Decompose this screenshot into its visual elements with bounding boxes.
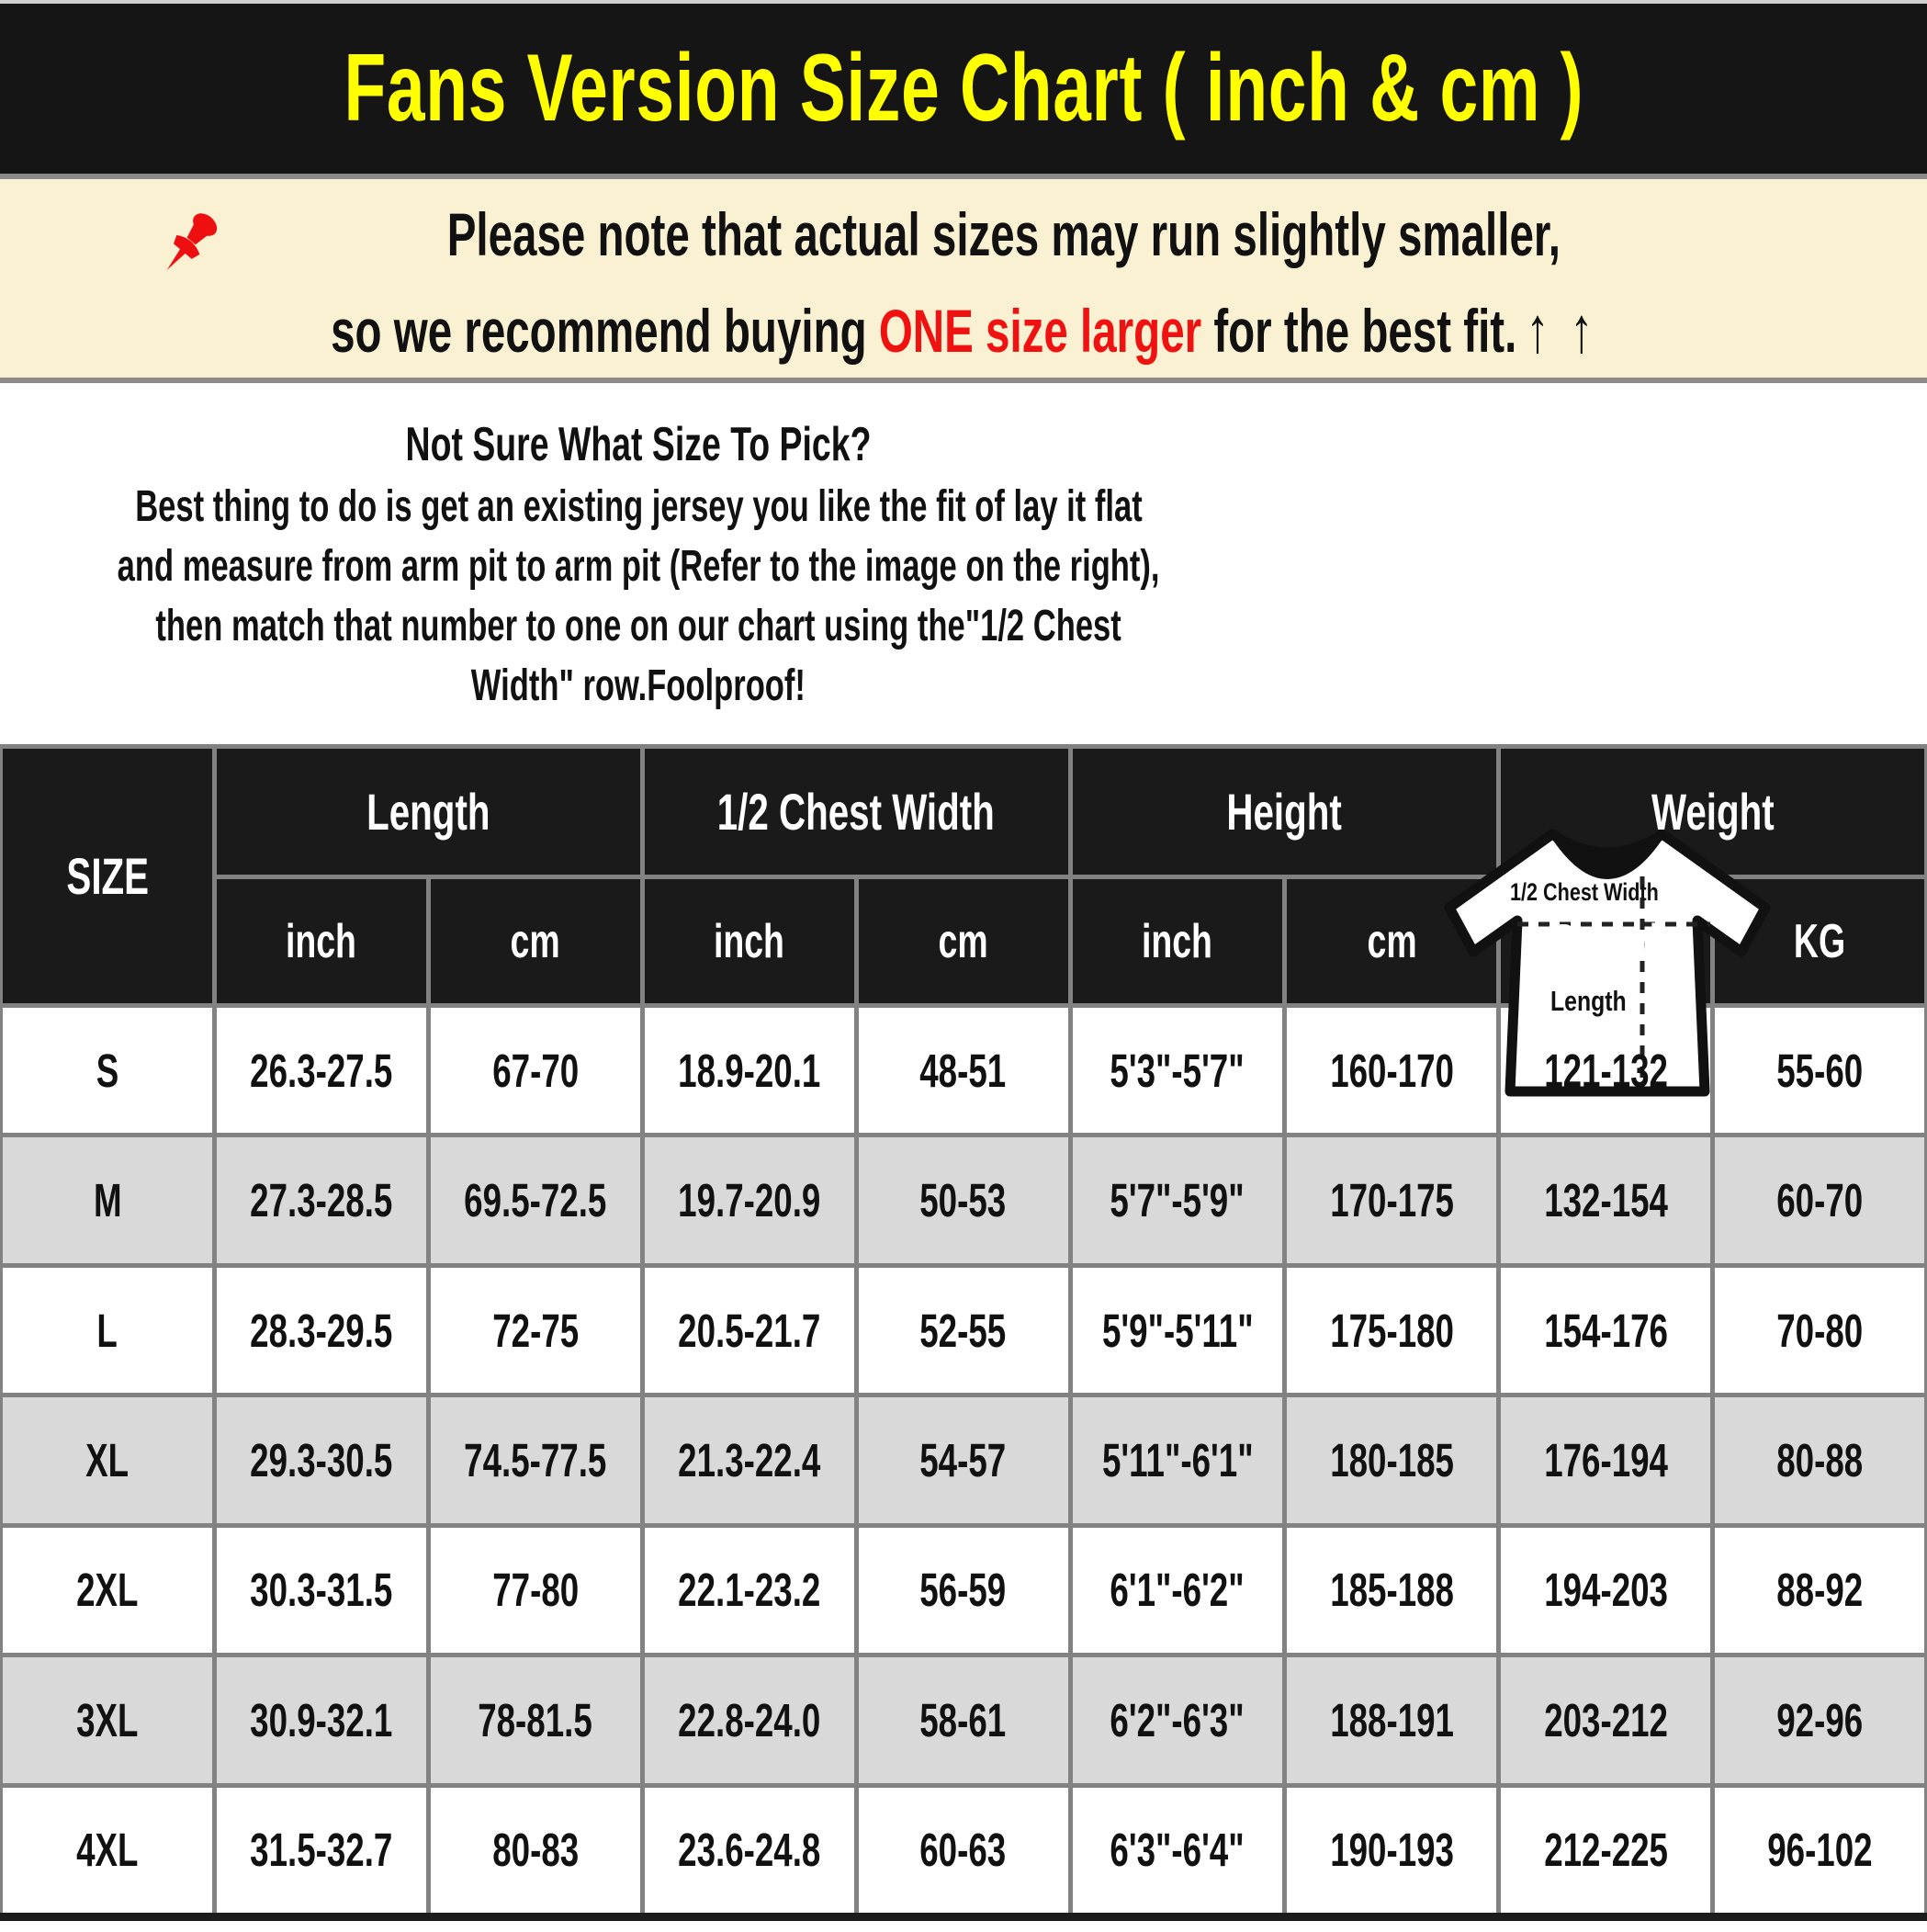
value-cell: 60-70 <box>1715 1137 1924 1262</box>
guide-line-2: and measure from arm pit to arm pit (Refer to the image on the right), <box>117 541 1160 591</box>
unit-header-cell: KG <box>1715 879 1924 1003</box>
guide-line-1: Best thing to do is get an existing jersey you like the fit of lay it flat <box>134 481 1143 531</box>
value-cell: 121-132 <box>1501 1008 1710 1133</box>
value-cell: 80-83 <box>431 1788 640 1913</box>
value-cell: 80-88 <box>1715 1397 1924 1522</box>
value-cell: 5'3"-5'7" <box>1073 1008 1283 1133</box>
unit-header-cell: cm <box>1287 879 1496 1003</box>
value-cell: 27.3-28.5 <box>217 1137 426 1262</box>
value-cell: 26.3-27.5 <box>217 1008 426 1133</box>
value-cell: 67-70 <box>431 1008 640 1133</box>
guide-text <box>0 383 1277 744</box>
value-cell: 185-188 <box>1287 1528 1496 1653</box>
value-cell: 22.1-23.2 <box>645 1528 854 1653</box>
unit-header-cell: inch <box>217 879 426 1003</box>
value-cell: 50-53 <box>859 1137 1068 1262</box>
value-cell: 56-59 <box>859 1528 1068 1653</box>
title-bar <box>0 0 1927 179</box>
value-cell: 5'7"-5'9" <box>1073 1137 1283 1262</box>
notice-text-1: Please note that actual sizes may run slightly smaller, <box>446 200 1561 268</box>
value-cell: 132-154 <box>1501 1137 1710 1262</box>
notice-banner <box>0 179 1927 383</box>
value-cell: 52-55 <box>859 1268 1068 1393</box>
value-cell: 194-203 <box>1501 1528 1710 1653</box>
group-header-height: Height <box>1073 749 1497 875</box>
notice-text-2a: so we recommend buying <box>330 297 879 365</box>
value-cell: 188-191 <box>1287 1657 1496 1782</box>
size-cell: 2XL <box>3 1528 212 1653</box>
value-cell: 23.6-24.8 <box>645 1788 854 1913</box>
value-cell: 88-92 <box>1715 1528 1924 1653</box>
size-cell: M <box>3 1137 212 1262</box>
value-cell: 69.5-72.5 <box>431 1137 640 1262</box>
value-cell: 31.5-32.7 <box>217 1788 426 1913</box>
value-cell: 160-170 <box>1287 1008 1496 1133</box>
value-cell: 176-194 <box>1501 1397 1710 1522</box>
up-arrows: ↑ ↑ <box>1525 294 1597 366</box>
value-cell: 78-81.5 <box>431 1657 640 1782</box>
notice-highlight: ONE size larger <box>878 297 1201 365</box>
group-header-chest-width: 1/2 Chest Width <box>645 749 1068 875</box>
value-cell: 6'2"-6'3" <box>1073 1657 1283 1782</box>
value-cell: 54-57 <box>859 1397 1068 1522</box>
value-cell: 20.5-21.7 <box>645 1268 854 1393</box>
size-cell: L <box>3 1268 212 1393</box>
notice-line-1 <box>150 195 1777 274</box>
guide-line-4: Width" row.Foolproof! <box>470 661 806 710</box>
value-cell: 21.3-22.4 <box>645 1397 854 1522</box>
unit-header-cell: cm <box>431 879 640 1003</box>
unit-header-cell: inch <box>645 879 854 1003</box>
size-cell: 4XL <box>3 1788 212 1913</box>
value-cell: 5'11"-6'1" <box>1073 1397 1283 1522</box>
unit-header-cell: Pound <box>1501 879 1710 1003</box>
value-cell: 190-193 <box>1287 1788 1496 1913</box>
value-cell: 203-212 <box>1501 1657 1710 1782</box>
value-cell: 29.3-30.5 <box>217 1397 426 1522</box>
guide-line-3: then match that number to one on our chart using the"1/2 Chest <box>155 601 1121 650</box>
length-label: Length <box>1550 985 1627 1017</box>
value-cell: 22.8-24.0 <box>645 1657 854 1782</box>
value-cell: 77-80 <box>431 1528 640 1653</box>
value-cell: 18.9-20.1 <box>645 1008 854 1133</box>
value-cell: 55-60 <box>1715 1008 1924 1133</box>
size-header-cell: SIZE <box>3 749 212 1003</box>
value-cell: 6'1"-6'2" <box>1073 1528 1283 1653</box>
value-cell: 19.7-20.9 <box>645 1137 854 1262</box>
value-cell: 70-80 <box>1715 1268 1924 1393</box>
value-cell: 5'9"-5'11" <box>1073 1268 1283 1393</box>
value-cell: 175-180 <box>1287 1268 1496 1393</box>
value-cell: 6'3"-6'4" <box>1073 1788 1283 1913</box>
pushpin-icon <box>150 204 229 283</box>
value-cell: 30.9-32.1 <box>217 1657 426 1782</box>
group-header-length: Length <box>217 749 640 875</box>
size-cell: S <box>3 1008 212 1133</box>
value-cell: 96-102 <box>1715 1788 1924 1913</box>
value-cell: 212-225 <box>1501 1788 1710 1913</box>
unit-header-cell: cm <box>859 879 1068 1003</box>
value-cell: 92-96 <box>1715 1657 1924 1782</box>
value-cell: 74.5-77.5 <box>431 1397 640 1522</box>
size-cell: XL <box>3 1397 212 1522</box>
page-title: Fans Version Size Chart ( inch & cm ) <box>344 35 1583 141</box>
value-cell: 58-61 <box>859 1657 1068 1782</box>
value-cell: 28.3-29.5 <box>217 1268 426 1393</box>
value-cell: 72-75 <box>431 1268 640 1393</box>
chest-width-label: 1/2 Chest Width <box>1510 878 1659 906</box>
value-cell: 48-51 <box>859 1008 1068 1133</box>
size-cell: 3XL <box>3 1657 212 1782</box>
group-header-weight: Weight <box>1501 749 1924 875</box>
unit-header-cell: inch <box>1073 879 1283 1003</box>
value-cell: 30.3-31.5 <box>217 1528 426 1653</box>
guide-heading: Not Sure What Size To Pick? <box>405 417 872 471</box>
value-cell: 180-185 <box>1287 1397 1496 1522</box>
value-cell: 60-63 <box>859 1788 1068 1913</box>
value-cell: 154-176 <box>1501 1268 1710 1393</box>
value-cell: 170-175 <box>1287 1137 1496 1262</box>
notice-text-2b: for the best fit. <box>1200 297 1516 365</box>
size-table <box>0 744 1927 1921</box>
notice-line-2 <box>85 294 1843 366</box>
